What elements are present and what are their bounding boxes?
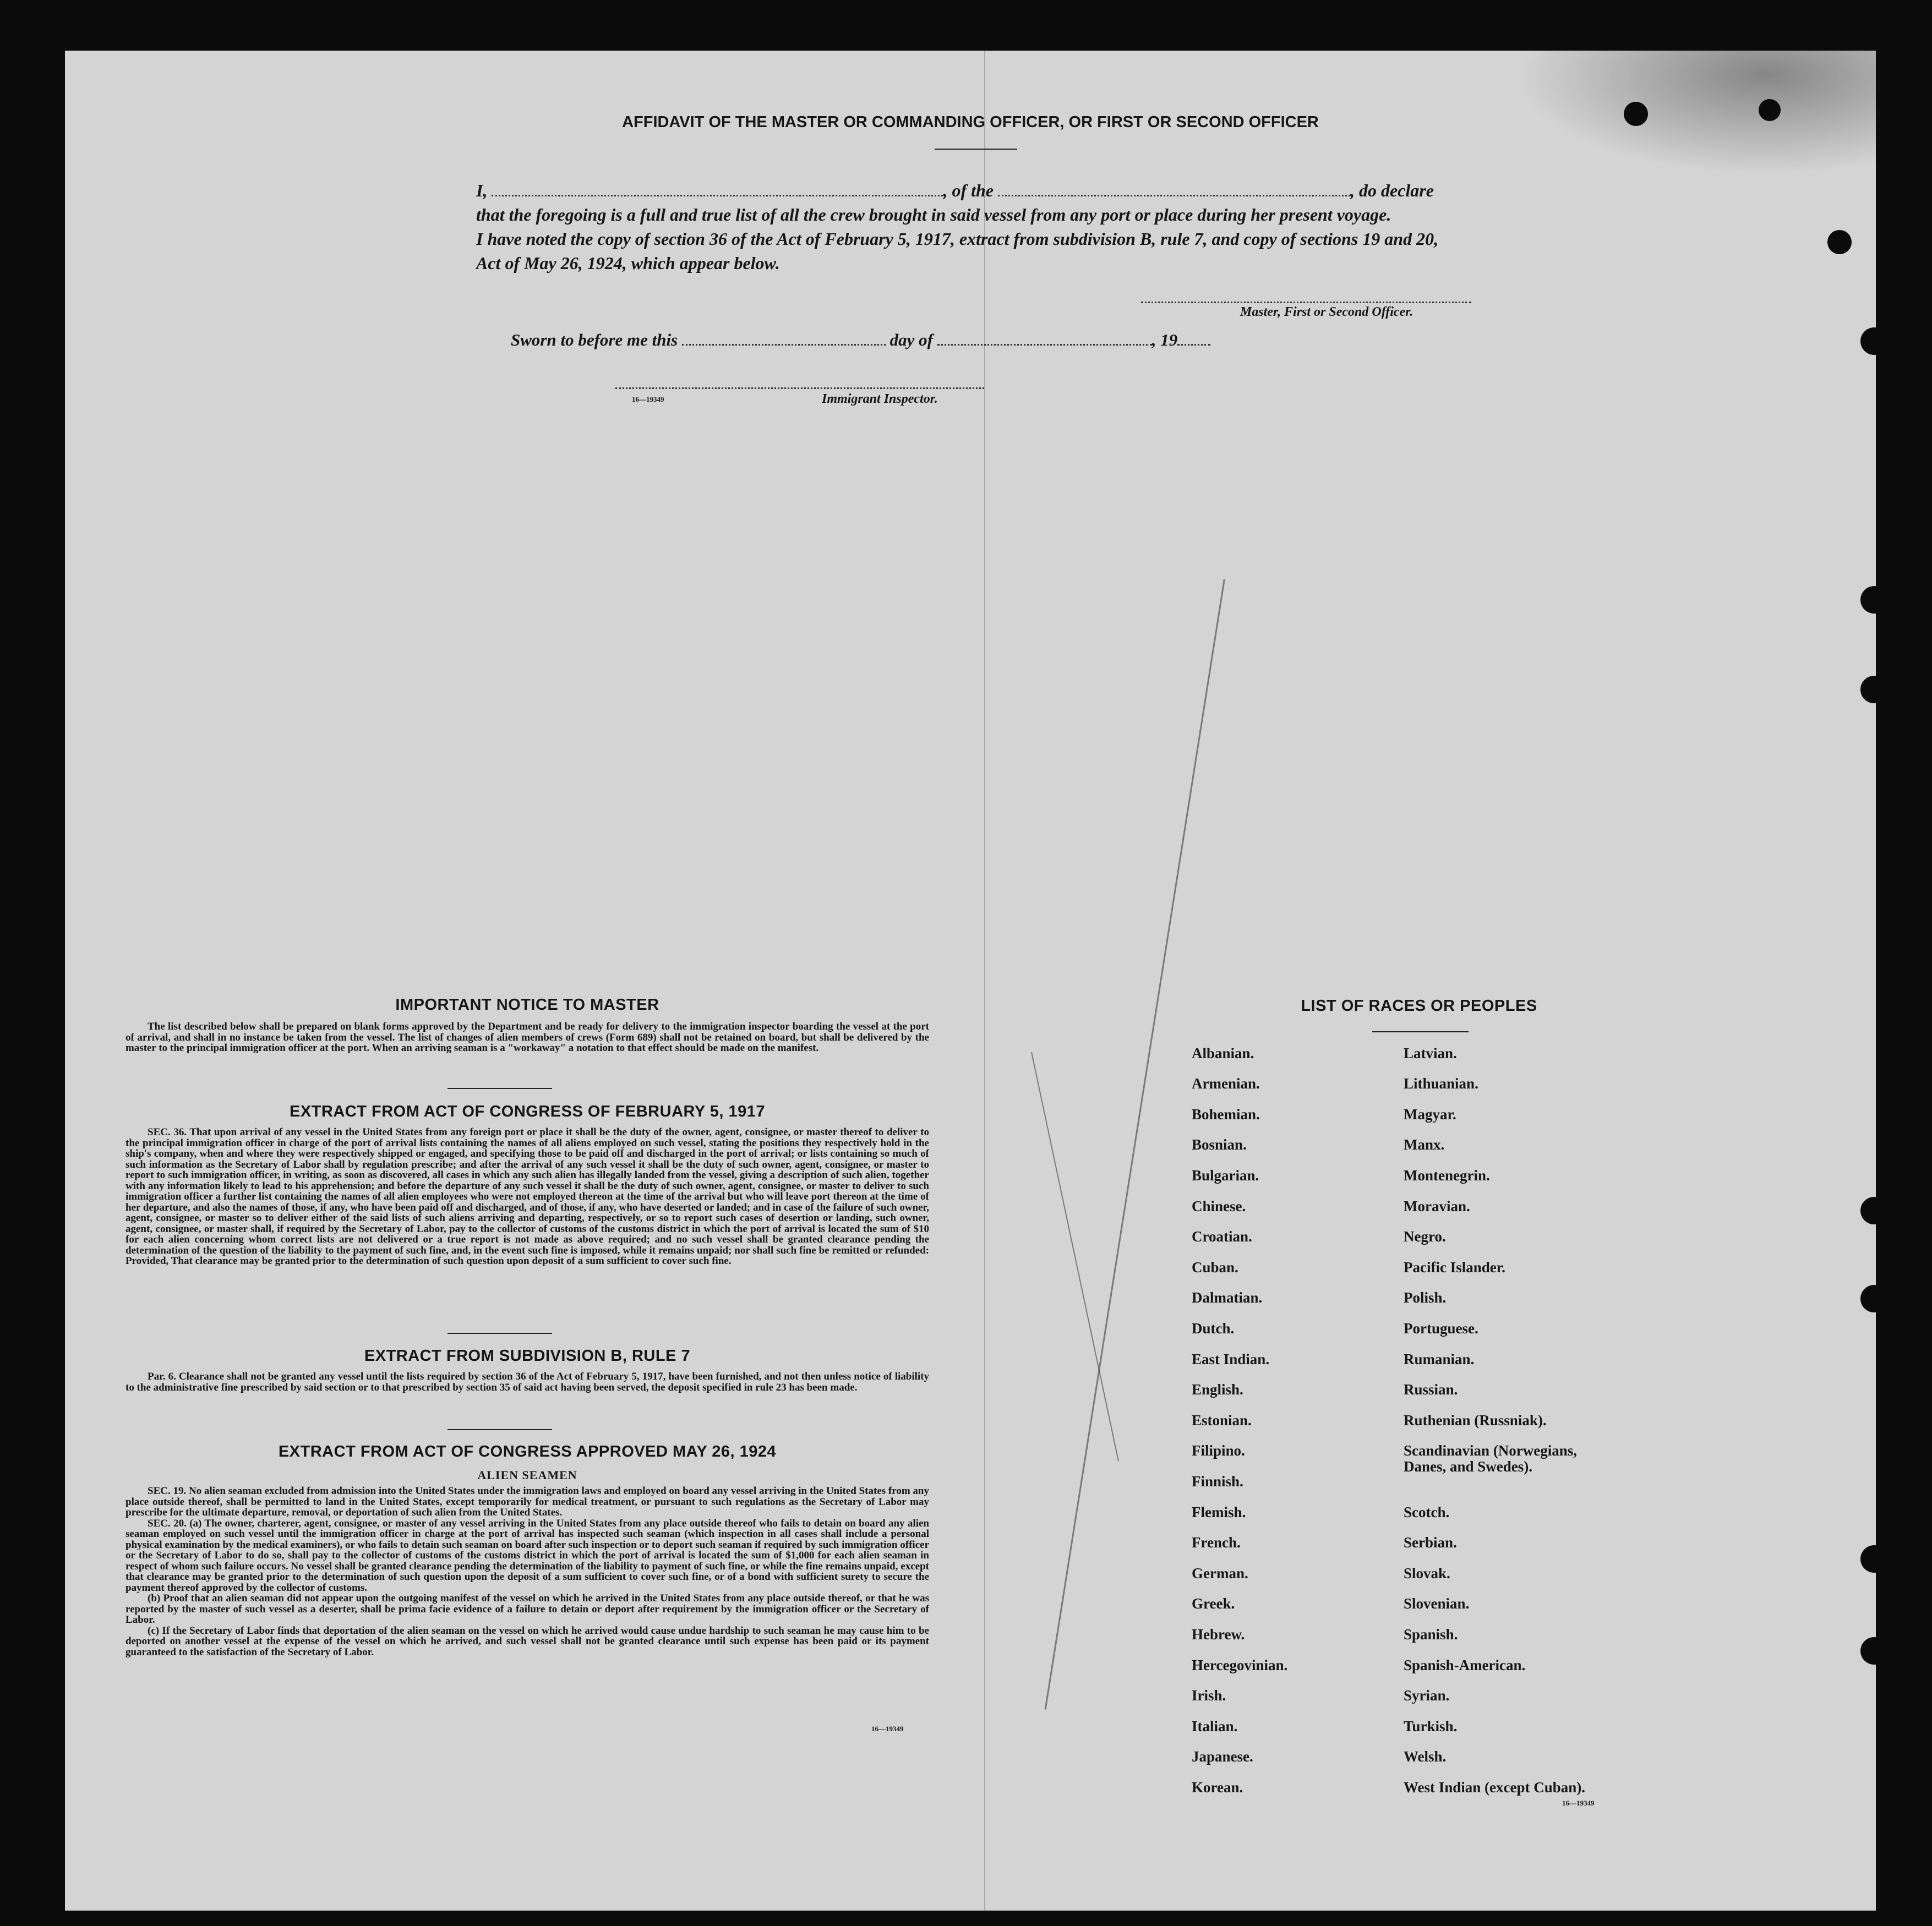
race-item: Filipino. xyxy=(1192,1442,1245,1459)
race-item: Pacific Islander. xyxy=(1404,1259,1505,1276)
inspector-caption: Immigrant Inspector. xyxy=(822,392,938,406)
race-item: Serbian. xyxy=(1404,1534,1457,1551)
binder-hole xyxy=(1860,676,1888,703)
name-field[interactable] xyxy=(492,195,943,196)
divider xyxy=(447,1088,552,1089)
race-item: Portuguese. xyxy=(1404,1320,1478,1337)
form-code: 16—19349 xyxy=(871,1725,904,1733)
race-item: Polish. xyxy=(1404,1289,1447,1306)
binder-hole xyxy=(1860,586,1888,614)
extract-rule7-body xyxy=(125,1371,929,1393)
divider xyxy=(447,1429,552,1430)
section-20c-paragraph: (c) If the Secretary of Labor finds that deportation of the alien seaman on the vessel on which he arrived would cause undue hardship to such seaman he may cause him to be deported on another vessel at the expense of the vessel on which he arrived, and such vessel shall not be granted clearance until such expense has been paid or its payment guaranteed to the satisfaction of the Secretary of Labor. xyxy=(125,1624,929,1658)
races-title: LIST OF RACES OR PEOPLES xyxy=(1301,997,1537,1015)
paper-crease xyxy=(1031,1052,1119,1462)
sworn-label: Sworn to before me this xyxy=(511,330,678,349)
section-36-paragraph: SEC. 36. That upon arrival of any vessel in the United States from any foreign port or place it shall be the duty of the owner, agent, consignee, or master thereof to deliver to the principal immigration officer in charge of the port of arrival lists containing the names of all aliens employed on such vessel, stating the positions they respectively hold in the ship's company, when and where they were respectively shipped or engaged, and specifying those to be paid off and discharged in the port of arrival; or lists containing so much of such information as the Secretary of Labor shall by regulation prescribe; and after the arrival of any such vessel it shall be the duty of such owner, agent, consignee, or master to report to such immigration officer, in writing, as soon as discovered, all cases in which any such alien has illegally landed from the vessel, giving a description of such alien, together with any information likely to lead to his apprehension; and before the departure of any such vessel it shall be the duty of such owner, agent, consignee, or master to deliver to such immigration officer a further list containing the names of all alien employees who were not employed thereon at the time of the arrival but who will leave port thereon at the time of her departure, and also the names of those, if any, who have been paid off and discharged, and of those, if any, who have deserted or landed; and in case of the failure of such owner, agent, consignee, or master so to deliver either of the said lists of such aliens arriving and departing, respectively, or so to report such cases of desertion or landing, such owner, agent, consignee, or master shall, if required by the Secretary of Labor, pay to the collector of customs of the customs district in which the port of arrival is located the sum of $10 for each alien concerning whom correct lists are not delivered or a true report is not made as above required; and no such vessel shall be granted clearance pending the determination of the question of the liability to the payment of such fine, and, in the event such fine is imposed, while it remains unpaid; nor shall such fine be remitted or refunded: Provided, That clearance may be granted prior to the determination of such question upon deposit of a sum sufficient to cover such fine. xyxy=(125,1126,929,1267)
race-item: Finnish. xyxy=(1192,1473,1243,1490)
affidavit-do-declare: , do declare xyxy=(1350,180,1434,200)
race-item: Lithuanian. xyxy=(1404,1075,1478,1092)
affidavit-line-3: I have noted the copy of section 36 of the Act of February 5, 1917, extract from subdivision B, rule 7, and copy of sections 19 and 20, xyxy=(476,229,1439,249)
race-item: Croatian. xyxy=(1192,1228,1252,1245)
affidavit-line-2: that the foregoing is a full and true list of all the crew brought in said vessel from any port or place during her present voyage. xyxy=(476,205,1391,225)
race-item: Scandinavian (Norwegians, Danes, and Swedes). xyxy=(1404,1442,1578,1475)
race-item: Rumanian. xyxy=(1404,1351,1475,1367)
sworn-year-field[interactable] xyxy=(1177,344,1210,346)
binder-hole xyxy=(1827,230,1852,254)
race-item: Dutch. xyxy=(1192,1320,1235,1337)
extract-1917-body xyxy=(125,1127,929,1267)
section-20b-paragraph: (b) Proof that an alien seaman did not appear upon the outgoing manifest of the vessel on which he arrived in the United States from any place outside thereof, or that he was reported by the master of such vessel as a deserter, shall be prima facie evidence of a failure to detain or deport after requirement by the immigration officer or the Secretary of Labor. xyxy=(125,1593,929,1626)
race-item: Scotch. xyxy=(1404,1504,1450,1520)
section-19-paragraph: SEC. 19. No alien seaman excluded from admission into the United States under the immigration laws and employed on board any vessel arriving in the United States from any place outside thereof, shall be permitted to land in the United States, except temporarily for medical treatment, or pursuant to such regulations as the Secretary of Labor may prescribe for the ultimate departure, removal, or deportation of such alien from the United States. xyxy=(125,1485,929,1518)
race-item: Estonian. xyxy=(1192,1412,1252,1429)
race-item: Slovak. xyxy=(1404,1565,1450,1582)
race-item: Chinese. xyxy=(1192,1198,1246,1214)
page-fold xyxy=(984,51,985,1911)
race-item: Latvian. xyxy=(1404,1045,1457,1062)
race-item: Hercegovinian. xyxy=(1192,1657,1288,1673)
binder-hole xyxy=(1860,1545,1888,1573)
race-item: German. xyxy=(1192,1565,1248,1582)
race-item: Hebrew. xyxy=(1192,1626,1245,1643)
divider xyxy=(447,1333,552,1334)
race-item: Spanish-American. xyxy=(1404,1657,1526,1673)
extract-1924-title: EXTRACT FROM ACT OF CONGRESS APPROVED MAY 26, 1924 xyxy=(278,1443,777,1460)
binder-hole xyxy=(1759,99,1781,121)
master-signature-caption: Master, First or Second Officer. xyxy=(1240,305,1413,319)
race-item: Korean. xyxy=(1192,1779,1243,1796)
race-item: Italian. xyxy=(1192,1718,1238,1735)
race-item: Manx. xyxy=(1404,1136,1445,1153)
race-item: English. xyxy=(1192,1381,1243,1398)
vessel-field[interactable] xyxy=(998,195,1350,196)
notice-body xyxy=(125,1021,929,1054)
race-item: French. xyxy=(1192,1534,1241,1551)
binder-hole xyxy=(1860,1637,1888,1665)
rule-7-paragraph: Par. 6. Clearance shall not be granted any vessel until the lists required by section 36 of the Act of February 5, 1917, have been furnished, and not then unless notice of liability to the administrative fine prescribed by said section or to that prescribed by section 35 of said act having been served, the deposit specified in rule 23 has been made. xyxy=(125,1371,929,1393)
race-item: Montenegrin. xyxy=(1404,1167,1490,1184)
divider xyxy=(935,149,1017,150)
sworn-line xyxy=(511,330,1210,350)
race-item: Spanish. xyxy=(1404,1626,1458,1643)
extract-1917-title: EXTRACT FROM ACT OF CONGRESS OF FEBRUARY 5, 1917 xyxy=(289,1103,766,1120)
race-item: Slovenian. xyxy=(1404,1595,1470,1612)
race-item: Turkish. xyxy=(1404,1718,1458,1735)
binder-hole xyxy=(1624,102,1648,126)
race-item: Magyar. xyxy=(1404,1106,1456,1123)
master-signature-line[interactable] xyxy=(1141,302,1471,303)
race-item: Syrian. xyxy=(1404,1687,1450,1704)
race-item: Cuban. xyxy=(1192,1259,1238,1276)
race-item: Irish. xyxy=(1192,1687,1226,1704)
section-20a-paragraph: SEC. 20. (a) The owner, charterer, agent, consignee, or master of any vessel arriving in the United States from any place outside thereof who fails to detain on board any alien seaman employed on such vessel until the immigration officer in charge at the port of arrival has inspected such seaman (which inspection in all cases shall include a personal physical examination by the medical examiners), or who fails to detain such seaman on board after such inspection or to deport such seaman if required by such immigration officer or the Secretary of Labor to do so, shall pay to the collector of customs of the customs district in which the port of arrival is located the sum of $1,000 for each alien seaman in respect of whom such failure occurs. No vessel shall be granted clearance pending the determination of the liability to payment of such fine, or while the fine remains unpaid, except that clearance may be granted prior to the determination of such question upon the deposit of a sum sufficient to cover such fine, or of a bond with sufficient surety to secure the payment thereof approved by the collector of customs. xyxy=(125,1517,929,1594)
form-code: 16—19349 xyxy=(632,395,664,403)
race-item: Armenian. xyxy=(1192,1075,1260,1092)
race-item: Moravian. xyxy=(1404,1198,1470,1214)
day-of-label: day of xyxy=(889,330,933,349)
binder-hole xyxy=(1860,327,1888,355)
race-item: Russian. xyxy=(1404,1381,1458,1398)
extract-1924-body xyxy=(125,1486,929,1657)
race-item: Bohemian. xyxy=(1192,1106,1260,1123)
inspector-signature-line[interactable] xyxy=(615,387,984,389)
extract-1924-subtitle: ALIEN SEAMEN xyxy=(477,1468,577,1482)
race-item: Flemish. xyxy=(1192,1504,1246,1520)
binder-hole xyxy=(1860,1285,1888,1312)
affidavit-declaration xyxy=(476,178,1566,275)
race-item: West Indian (except Cuban). xyxy=(1404,1779,1586,1796)
race-item: Ruthenian (Russniak). xyxy=(1404,1412,1547,1429)
binder-hole xyxy=(1860,1197,1888,1224)
race-item: Albanian. xyxy=(1192,1045,1254,1062)
race-item: Japanese. xyxy=(1192,1748,1253,1765)
race-item: Bosnian. xyxy=(1192,1136,1247,1153)
year-label: , 19 xyxy=(1151,330,1178,349)
extract-rule7-title: EXTRACT FROM SUBDIVISION B, RULE 7 xyxy=(364,1347,691,1365)
race-item: Greek. xyxy=(1192,1595,1235,1612)
divider xyxy=(1372,1031,1469,1032)
sworn-day-field[interactable] xyxy=(682,344,886,346)
affidavit-title: AFFIDAVIT OF THE MASTER OR COMMANDING OFFICER, OR FIRST OR SECOND OFFICER xyxy=(622,113,1319,131)
race-item: Bulgarian. xyxy=(1192,1167,1259,1184)
affidavit-line-4: Act of May 26, 1924, which appear below. xyxy=(476,253,780,273)
race-item: Welsh. xyxy=(1404,1748,1447,1765)
race-item: Dalmatian. xyxy=(1192,1289,1263,1306)
form-code: 16—19349 xyxy=(1562,1799,1595,1807)
affidavit-of-the: , of the xyxy=(943,180,994,200)
race-item: Negro. xyxy=(1404,1228,1446,1245)
race-item: East Indian. xyxy=(1192,1351,1270,1367)
affidavit-i-label: I, xyxy=(476,180,488,200)
notice-paragraph: The list described below shall be prepared on blank forms approved by the Department and be ready for delivery to the immigration inspector boarding the vessel at the port of arrival, and shall in no instance be taken from the vessel. The list of changes of alien members of crews (Form 689) shall not be retained on board, but shall be delivered by the master to the principal immigration officer at the port. When an arriving seaman is a "workaway" a notation to that effect should be made on the manifest. xyxy=(125,1021,929,1054)
notice-title: IMPORTANT NOTICE TO MASTER xyxy=(395,996,659,1014)
document-page xyxy=(65,51,1876,1911)
sworn-month-field[interactable] xyxy=(937,344,1152,346)
